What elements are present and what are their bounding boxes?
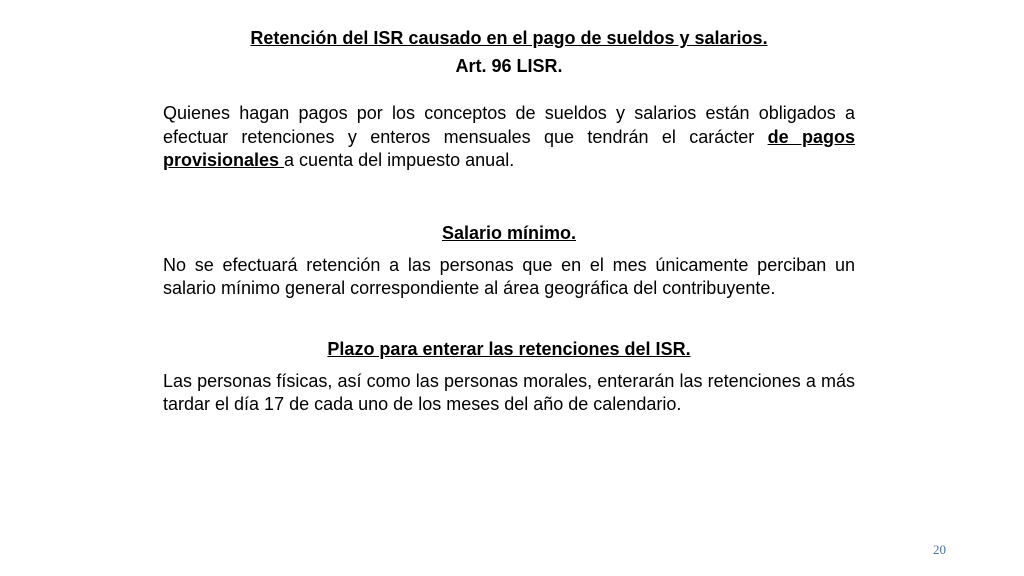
slide-subtitle: Art. 96 LISR. xyxy=(455,56,563,76)
section-body-plazo: Las personas físicas, así como las personas morales, enterarán las retenciones a más tardar el día 17 de cada uno de los meses del año de calendario. xyxy=(163,370,855,414)
slide-title: Retención del ISR causado en el pago de sueldos y salarios. xyxy=(250,28,768,48)
section-heading-plazo: Plazo para enterar las retenciones del ISR. xyxy=(327,338,691,359)
intro-text-after: a cuenta del impuesto anual. xyxy=(284,150,515,170)
intro-text-before: Quienes hagan pagos por los conceptos de sueldos y salarios están obligados a efectuar retenciones y enteros mensuales que tendrán el carácter xyxy=(163,103,855,147)
slide-content xyxy=(163,26,855,417)
section-body-salario-minimo: No se efectuará retención a las personas que en el mes únicamente perciban un salario mínimo general correspondiente al área geográfica del contribuyente. xyxy=(163,254,855,298)
intro-emphasis: de pagos provisionales xyxy=(163,126,855,170)
section-heading-salario-minimo: Salario mínimo. xyxy=(441,222,577,243)
page-number: 20 xyxy=(933,542,946,557)
intro-paragraph xyxy=(163,102,855,173)
